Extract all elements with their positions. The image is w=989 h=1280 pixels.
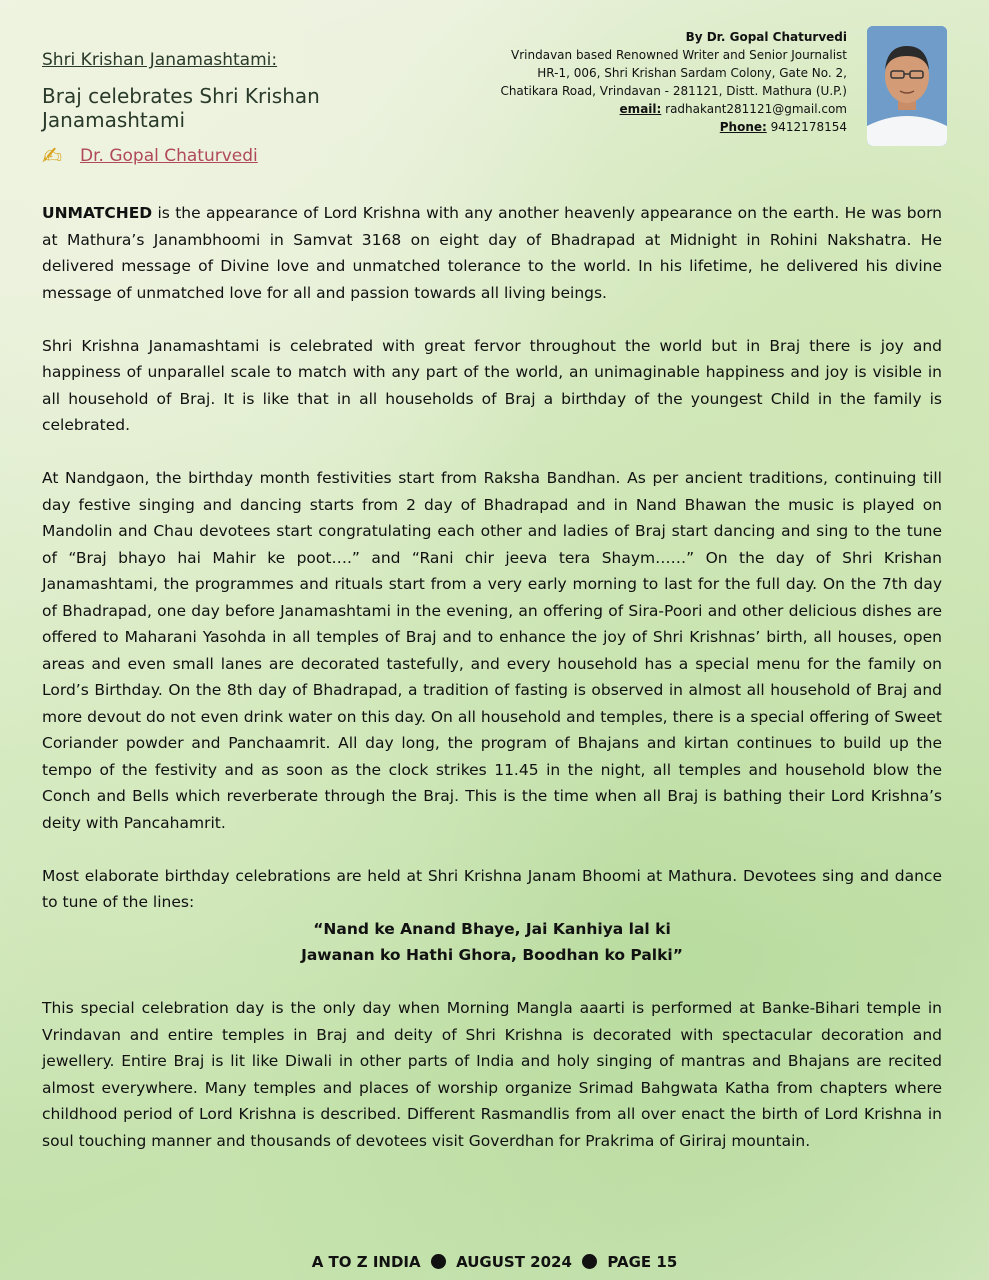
byline-author: By Dr. Gopal Chaturvedi — [685, 30, 847, 44]
byline-email — [467, 100, 847, 118]
author-link[interactable]: Dr. Gopal Chaturvedi — [80, 146, 258, 166]
author-portrait-image — [867, 26, 947, 146]
email-value[interactable]: radhakant281121@gmail.com — [665, 102, 847, 116]
quote-line-2: Jawanan ko Hathi Ghora, Boodhan ko Palki” — [301, 946, 683, 964]
quote-line-1: “Nand ke Anand Bhaye, Jai Kanhiya lal ki — [313, 919, 671, 938]
bullet-dot-icon — [431, 1254, 446, 1269]
song-quote — [42, 916, 942, 969]
paragraph-4: Most elaborate birthday celebrations are held at Shri Krishna Janam Bhoomi at Mathura. Devotees sing and dance to tune of the lines: — [42, 866, 942, 911]
byline-line-1: Vrindavan based Renowned Writer and Senior Journalist — [511, 48, 847, 62]
footer-publication: A TO Z INDIA — [311, 1253, 421, 1271]
writing-hand-icon: ✍ — [42, 142, 63, 170]
headline: Braj celebrates Shri Krishan Janamashtami — [42, 84, 320, 132]
byline-line-3: Chatikara Road, Vrindavan - 281121, Distt. Mathura (U.P.) — [500, 84, 847, 98]
byline-block — [467, 28, 847, 136]
paragraph-5: This special celebration day is the only day when Morning Mangla aaarti is performed at Banke-Bihari temple in Vrindavan and entire temples in Braj and deity of Shri Krishna is decorated with spectacular decoration and jewellery. Entire Braj is lit like Diwali in other parts of India and holy singing of mantras and Bhajans are recited almost everywhere. Many temples and places of worship organize Srimad Bahgwata Katha from chapters where childhood period of Lord Krishna is described. Different Rasmandlis from all over enact the birth of Lord Krishna in soul touching manner and thousands of devotees visit Goverdhan for Prakrima of Giriraj mountain. — [42, 999, 942, 1150]
email-label: email: — [619, 102, 662, 116]
paragraph-2: Shri Krishna Janamashtami is celebrated with great fervor throughout the world but in Braj there is joy and happiness of unparallel scale to match with any part of the world, an unimaginable happiness and joy is visible in all household of Braj. It is like that in all households of Braj a birthday of the youngest Child in the family is celebrated. — [42, 336, 942, 434]
paragraph-1 — [42, 200, 942, 306]
article-header — [42, 50, 462, 170]
byline-phone — [467, 118, 847, 136]
bullet-dot-icon — [582, 1254, 597, 1269]
phone-value: 9412178154 — [770, 120, 847, 134]
footer-month: AUGUST 2024 — [456, 1253, 572, 1271]
paragraph-3: At Nandgaon, the birthday month festivities start from Raksha Bandhan. As per ancient traditions, continuing till day festive singing and dancing starts from 2 day of Bhadrapad and in Nand Bhawan the music is played on Mandolin and Chau devotees start congratulating each other and ladies of Braj start dancing and sing to the tune of “Braj bhayo hai Mahir ke poot….” and “Rani chir jeeva tera Shaym……” On the day of Shri Krishan Janamashtami, the programmes and rituals start from a very early morning to last for the full day. On the 7th day of Bhadrapad, one day before Janamashtami in the evening, an offering of Sira-Poori and other delicious dishes are offered to Maharani Yasohda in all temples of Braj and to enhance the joy of Shri Krishnas’ birth, all houses, open areas and even small lanes are decorated tastefully, and every household has a special menu for the family on Lord’s Birthday. On the 8th day of Bhadrapad, a tradition of fasting is observed in almost all household of Braj and more devout do not even drink water on this day. On all household and temples, there is a special offering of Sweet Coriander powder and Panchaamrit. All day long, the program of Bhajans and kirtan continues to build up the tempo of the festivity and as soon as the clock strikes 11.45 in the night, all temples and household blow the Conch and Bells which reverberate through the Braj. This is the time when all Braj is bathing their Lord Krishna’s deity with Pancahamrit. — [42, 469, 942, 832]
byline-line-2: HR-1, 006, Shri Krishan Sardam Colony, Gate No. 2, — [537, 66, 847, 80]
kicker-title: Shri Krishan Janamashtami: — [42, 50, 278, 70]
lead-word: UNMATCHED — [42, 204, 153, 222]
author-photo — [867, 26, 947, 146]
paragraph-1-text: is the appearance of Lord Krishna with any another heavenly appearance on the earth. He was born at Mathura’s Janambhoomi in Samvat 3168 on eight day of Bhadrapad at Midnight in Rohini Nakshatra. He delivered message of Divine love and unmatched tolerance to the world. In his lifetime, he delivered his divine message of unmatched love for all and passion towards all living beings. — [42, 204, 942, 302]
author-credit — [42, 142, 462, 170]
article-body — [42, 200, 942, 1181]
footer-page: PAGE 15 — [607, 1253, 678, 1271]
page-footer — [0, 1253, 989, 1271]
phone-label: Phone: — [719, 120, 767, 134]
